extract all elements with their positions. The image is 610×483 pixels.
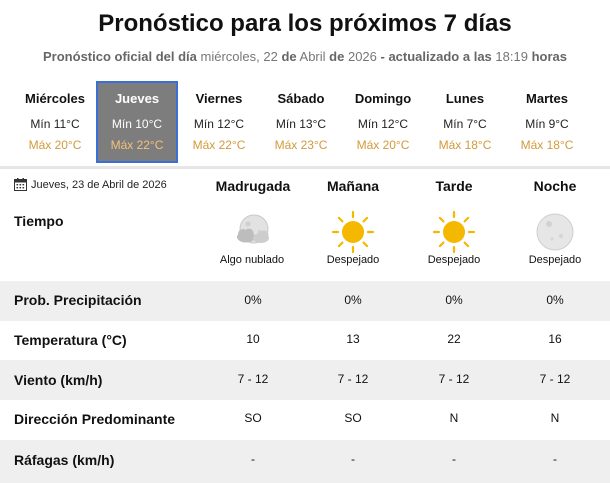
subtitle-hours: horas: [531, 49, 567, 64]
temperature-value: 16: [548, 332, 562, 346]
sun-icon: [331, 210, 375, 254]
row-label-rafagas: Ráfagas (km/h): [14, 452, 115, 468]
row-label-tiempo: Tiempo: [14, 213, 64, 229]
day-name: Viernes: [195, 91, 243, 106]
column-header-tarde: Tarde: [435, 178, 473, 194]
section-divider: [0, 166, 610, 169]
precipitation-value: 0%: [445, 293, 463, 307]
day-name: Jueves: [114, 91, 160, 106]
row-label-precipitacion: Prob. Precipitación: [14, 292, 142, 308]
day-tab-domingo[interactable]: [342, 81, 424, 163]
day-name: Miércoles: [25, 91, 85, 106]
gusts-value: -: [351, 452, 355, 466]
gusts-value: -: [452, 452, 456, 466]
wind-value: 7 - 12: [237, 372, 269, 386]
day-min-temp: Mín 11°C: [30, 117, 80, 131]
sun-icon: [432, 210, 476, 254]
column-header-noche: Noche: [533, 178, 577, 194]
row-label-temperatura: Temperatura (°C): [14, 332, 127, 348]
moon-icon: [533, 210, 577, 254]
column-header-manana: Mañana: [326, 178, 380, 194]
day-selector: [14, 81, 594, 163]
temperature-value: 10: [246, 332, 260, 346]
day-name: Domingo: [354, 91, 412, 106]
day-min-temp: Mín 13°C: [275, 117, 327, 131]
day-max-temp: Máx 23°C: [274, 138, 328, 152]
subtitle-de-1: de: [281, 49, 297, 64]
wind-direction-value: N: [550, 411, 560, 425]
day-max-temp: Máx 22°C: [110, 138, 164, 152]
day-tab-jueves[interactable]: [96, 81, 178, 163]
detail-date: [14, 178, 167, 191]
subtitle-month: Abril: [299, 49, 326, 64]
subtitle-day: miércoles, 22: [200, 49, 278, 64]
subtitle-de-2: de: [329, 49, 345, 64]
forecast-subtitle: [0, 49, 610, 64]
day-tab-lunes[interactable]: [424, 81, 506, 163]
day-min-temp: Mín 7°C: [443, 117, 487, 131]
subtitle-year: 2026: [347, 49, 377, 64]
subtitle-prefix: Pronóstico oficial del día: [43, 49, 197, 64]
wind-value: 7 - 12: [438, 372, 470, 386]
day-tab-viernes[interactable]: [178, 81, 260, 163]
day-min-temp: Mín 12°C: [357, 117, 409, 131]
precipitation-value: 0%: [546, 293, 564, 307]
day-name: Lunes: [445, 91, 485, 106]
wind-direction-value: N: [449, 411, 459, 425]
page-title: Pronóstico para los próximos 7 días: [98, 10, 512, 37]
wind-value: 7 - 12: [539, 372, 571, 386]
day-max-temp: Máx 18°C: [438, 138, 492, 152]
wind-direction-value: SO: [244, 411, 262, 425]
subtitle-updated: - actualizado a las: [380, 49, 492, 64]
day-tab-sabado[interactable]: [260, 81, 342, 163]
day-min-temp: Mín 10°C: [111, 117, 163, 131]
day-name: Martes: [526, 91, 568, 106]
day-max-temp: Máx 20°C: [28, 138, 82, 152]
day-min-temp: Mín 9°C: [525, 117, 569, 131]
temperature-value: 13: [346, 332, 360, 346]
condition-label: Despejado: [528, 254, 582, 266]
temperature-value: 22: [447, 332, 461, 346]
day-tab-martes[interactable]: [506, 81, 588, 163]
gusts-value: -: [553, 452, 557, 466]
precipitation-value: 0%: [244, 293, 262, 307]
row-label-viento: Viento (km/h): [14, 372, 103, 388]
gusts-value: -: [251, 452, 255, 466]
precipitation-value: 0%: [344, 293, 362, 307]
condition-label: Algo nublado: [219, 254, 285, 266]
wind-value: 7 - 12: [337, 372, 369, 386]
detail-date-text: Jueves, 23 de Abril de 2026: [31, 178, 167, 191]
calendar-icon: [14, 178, 27, 191]
day-max-temp: Máx 22°C: [192, 138, 246, 152]
subtitle-time: 18:19: [495, 49, 528, 64]
condition-label: Despejado: [427, 254, 481, 266]
day-max-temp: Máx 18°C: [520, 138, 574, 152]
day-min-temp: Mín 12°C: [193, 117, 245, 131]
wind-direction-value: SO: [344, 411, 362, 425]
day-max-temp: Máx 20°C: [356, 138, 410, 152]
partly-cloudy-night-icon: [231, 210, 275, 254]
day-name: Sábado: [277, 91, 325, 106]
row-label-direccion: Dirección Predominante: [14, 411, 176, 427]
condition-label: Despejado: [326, 254, 380, 266]
column-header-madrugada: Madrugada: [215, 178, 291, 194]
day-tab-miercoles[interactable]: [14, 81, 96, 163]
